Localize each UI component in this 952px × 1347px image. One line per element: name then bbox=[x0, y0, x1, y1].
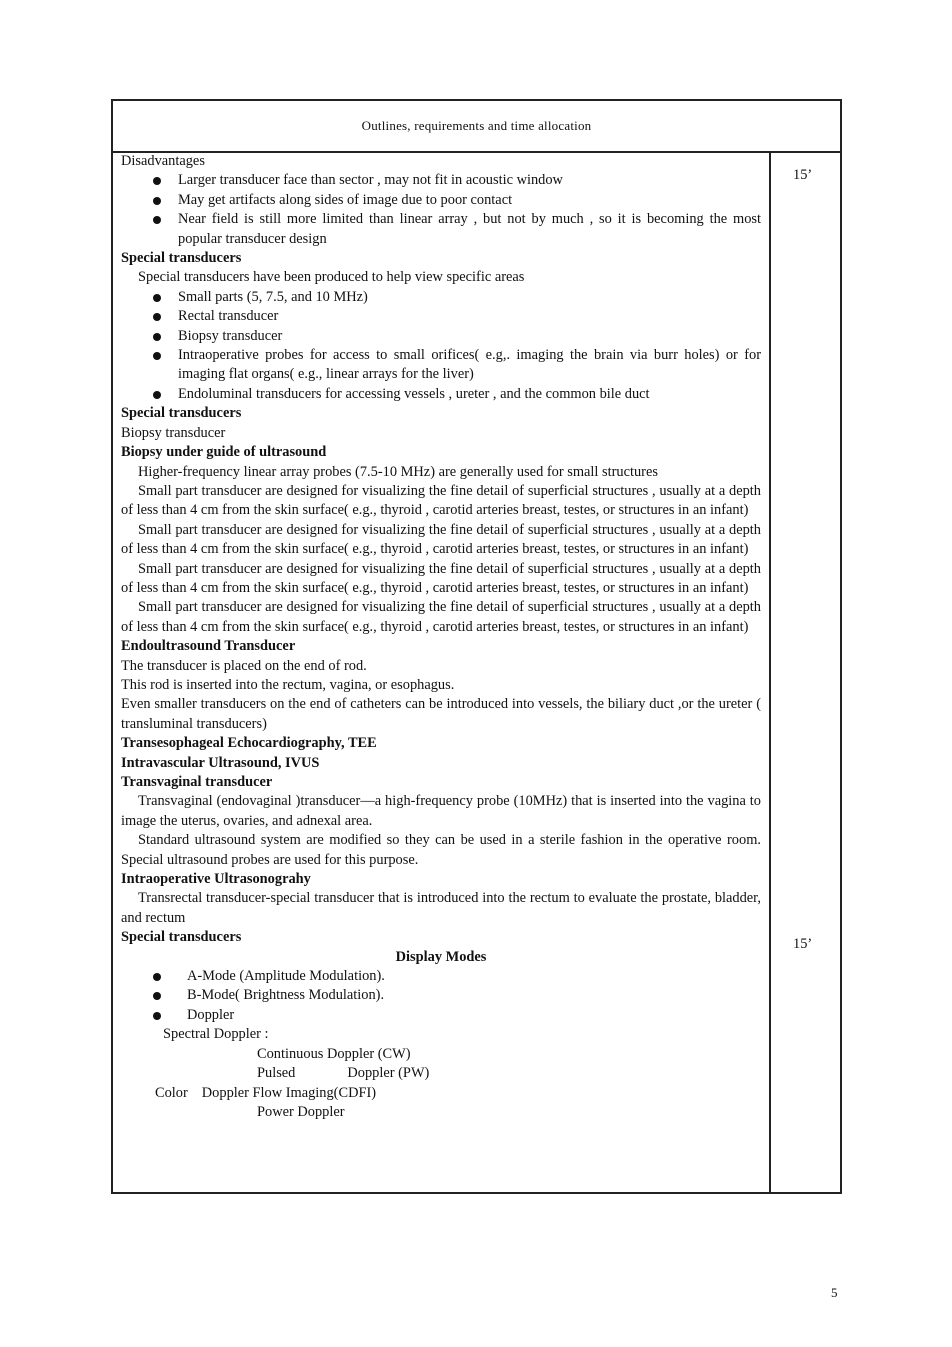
section-heading: Endoultrasound Transducer bbox=[121, 638, 296, 655]
bullet-icon bbox=[153, 294, 161, 302]
continuous-doppler: Continuous Doppler (CW) bbox=[257, 1045, 411, 1062]
list-item: Endoluminal transducers for accessing vessels , ureter , and the common bile duct bbox=[121, 385, 761, 404]
paragraph: Small part transducer are designed for visualizing the fine detail of superficial structures , usually at a depth of less than 4 cm from the skin surface( e.g., thyroid , carotid arteries breast, testes, or structures in an infant) bbox=[121, 482, 761, 519]
table-header: Outlines, requirements and time allocation bbox=[113, 101, 840, 153]
outline-table bbox=[111, 99, 842, 1194]
section-heading: Special transducers bbox=[121, 250, 242, 267]
section-heading: Biopsy under guide of ultrasound bbox=[121, 444, 327, 461]
time-allocation: 15’ bbox=[793, 936, 813, 952]
disadvantages-heading: Disadvantages bbox=[121, 153, 205, 169]
power-doppler: Power Doppler bbox=[257, 1103, 345, 1120]
pulsed-doppler: Pulsed Doppler (PW) bbox=[257, 1065, 430, 1082]
list-item: Small parts (5, 7.5, and 10 MHz) bbox=[121, 288, 761, 307]
list-item: B-Mode( Brightness Modulation). bbox=[121, 986, 761, 1005]
color-doppler: Color Doppler Flow Imaging(CDFI) bbox=[155, 1084, 377, 1101]
list-item: Near field is still more limited than linear array , but not by much , so it is becoming the most popular transducer design bbox=[121, 210, 761, 249]
bullet-icon bbox=[153, 992, 161, 1000]
bullet-icon bbox=[153, 391, 161, 399]
bullet-icon bbox=[153, 197, 161, 205]
outline-content bbox=[121, 152, 761, 1122]
list-item: A-Mode (Amplitude Modulation). bbox=[121, 967, 761, 986]
bullet-icon bbox=[153, 177, 161, 185]
bullet-icon bbox=[153, 333, 161, 341]
paragraph: This rod is inserted into the rectum, vagina, or esophagus. bbox=[121, 676, 455, 693]
list-item: Rectal transducer bbox=[121, 307, 761, 326]
paragraph: Higher-frequency linear array probes (7.5-10 MHz) are generally used for small structures bbox=[138, 463, 658, 480]
paragraph: Even smaller transducers on the end of catheters can be introduced into vessels, the biliary duct ,or the ureter ( transluminal transducers) bbox=[121, 696, 761, 732]
list-item: Doppler bbox=[121, 1006, 761, 1025]
section-heading: Special transducers bbox=[121, 405, 242, 422]
section-heading: Transesophageal Echocardiography, TEE bbox=[121, 735, 377, 752]
section-heading: Special transducers bbox=[121, 929, 242, 946]
bullet-icon bbox=[153, 352, 161, 360]
list-item: Larger transducer face than sector , may not fit in acoustic window bbox=[121, 171, 761, 190]
list-item: Intraoperative probes for access to small orifices( e.g,. imaging the brain via burr holes) or for imaging flat organs( e.g., linear arrays for the liver) bbox=[121, 346, 761, 385]
bullet-icon bbox=[153, 973, 161, 981]
page-number: 5 bbox=[831, 1285, 838, 1300]
paragraph: Transrectal transducer-special transducer that is introduced into the rectum to evaluate the prostate, bladder, and rectum bbox=[121, 890, 761, 926]
paragraph: Small part transducer are designed for visualizing the fine detail of superficial structures , usually at a depth of less than 4 cm from the skin surface( e.g., thyroid , carotid arteries breast, testes, or structures in an infant) bbox=[121, 560, 761, 596]
list-item: May get artifacts along sides of image due to poor contact bbox=[121, 191, 761, 210]
paragraph: Biopsy transducer bbox=[121, 424, 226, 441]
time-allocation: 15’ bbox=[793, 167, 813, 183]
section-heading: Intravascular Ultrasound, IVUS bbox=[121, 754, 320, 771]
list-item: Biopsy transducer bbox=[121, 327, 761, 346]
paragraph: Special transducers have been produced to help view specific areas bbox=[138, 269, 525, 286]
section-heading: Transvaginal transducer bbox=[121, 774, 273, 790]
bullet-icon bbox=[153, 216, 161, 224]
spectral-doppler: Spectral Doppler : bbox=[163, 1026, 269, 1043]
display-modes-heading: Display Modes bbox=[395, 948, 487, 965]
bullet-icon bbox=[153, 1012, 161, 1020]
paragraph: Transvaginal (endovaginal )transducer—a high-frequency probe (10MHz) that is inserted into the vagina to image the uterus, ovaries, and adnexal area. bbox=[121, 793, 761, 829]
section-heading: Intraoperative Ultrasonograhy bbox=[121, 871, 311, 888]
paragraph: Standard ultrasound system are modified so they can be used in a sterile fashion in the operative room. Special ultrasound probes are used for this purpose. bbox=[121, 832, 761, 868]
column-divider bbox=[769, 151, 771, 1192]
bullet-icon bbox=[153, 313, 161, 321]
paragraph: Small part transducer are designed for visualizing the fine detail of superficial structures , usually at a depth of less than 4 cm from the skin surface( e.g., thyroid , carotid arteries breast, testes, or structures in an infant) bbox=[121, 599, 761, 635]
paragraph: The transducer is placed on the end of rod. bbox=[121, 657, 367, 674]
paragraph: Small part transducer are designed for visualizing the fine detail of superficial structures , usually at a depth of less than 4 cm from the skin surface( e.g., thyroid , carotid arteries breast, testes, or structures in an infant) bbox=[121, 521, 761, 558]
